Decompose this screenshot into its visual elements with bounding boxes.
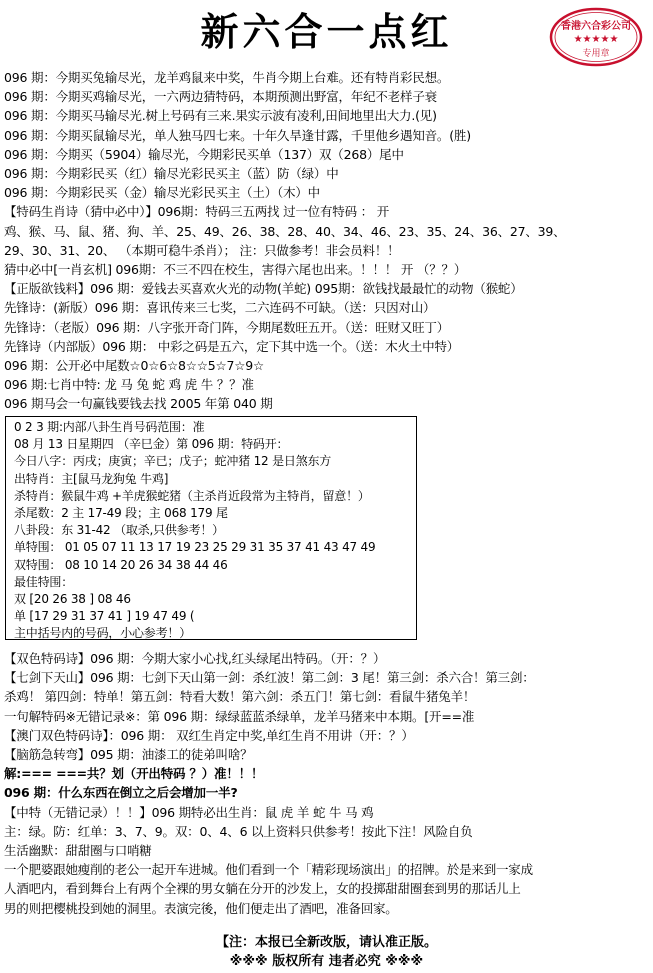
prediction-line: 096 期：今期买（5904）输尽光，今期彩民买单（137）双（268）尾中 [4, 146, 404, 162]
riddle-line: 【脑筋急转弯】095 期：油漆工的徒弟叫啥？ [4, 747, 253, 763]
page-title: 新六合一点红 [200, 9, 453, 54]
prediction-line: 096 期：公开必中尾数☆0☆6☆8☆☆5☆7☆9☆ [4, 358, 264, 374]
prediction-line: 【正版欲钱料】096 期：爱钱去买喜欢火光的动物(羊蛇) 095期：欲钱找最最忙的动物（猴蛇） [4, 281, 523, 297]
seal-top-text: 香港六合彩公司 [561, 21, 631, 32]
box-line: 双特围： 08 10 14 20 26 34 38 44 46 [14, 557, 228, 572]
box-line: 杀尾数：2 主 17-49 段；主 068 179 尾 [14, 506, 228, 521]
seal-bottom-text: 专用章 [582, 49, 610, 59]
prediction-line: 猜中必中[一肖玄机] 096期：不三不四在校生，害得六尾也出来。！！！ 开 （？？） [4, 262, 467, 278]
riddle-question: 096 期：什么东西在倒立之后会增加一半? [4, 785, 238, 801]
special-code-poem: 【特码生肖诗（猜中必中）】096期：特码三五两找 过一位有特码 ： 开 [4, 204, 390, 220]
prediction-line: 096 期：今期买鸡输尽光，一六两边猜特码，本期预测出野富，年纪不老样子衰 [4, 89, 437, 105]
pioneer-poem: 先锋诗：（老版）096 期：八字张开奇门阵，今期尾数旺五开。（送：旺财又旺丁） [4, 319, 450, 335]
prediction-line: 杀鸡！ 第四剑：特单！第五剑：特看大数！第六剑：杀五门！第七剑：看鼠牛猪兔羊！ [4, 689, 476, 705]
box-line: 今日八字：丙戌；庚寅；辛已；戊子；蛇冲猪 12 是日煞东方 [14, 454, 332, 469]
footer-copyright: ※※※ 版权所有 违者必究 ※※※ [229, 954, 424, 969]
humor-title: 生活幽默：甜甜圈与口哨糖 [4, 843, 152, 859]
pioneer-poem: 先锋诗：(新版）096 期：喜讯传来三七奖，二六连码不可缺。（送：只因对山） [4, 300, 436, 316]
prediction-line: 主：绿。防：红单：3、7、9。双：0、4、6 以上资料只供参考！按此下注！风险自负 [4, 823, 473, 839]
predictions-bottom [4, 649, 650, 918]
box-line: 08 月 13 日星期四 （辛巳金）第 096 期：特码开： [14, 437, 289, 452]
pioneer-poem: 先锋诗（内部版）096 期： 中彩之码是五六，定下其中选一个。（送：木火土中特） [4, 338, 460, 354]
predictions-top [4, 68, 650, 414]
code-list: 29、30、31、20、 （本期可稳牛杀肖）； 注：只做参考！非会员料！！ [4, 242, 400, 258]
humor-text: 一个肥婆跟她瘦削的老公一起开车进城。他们看到一个「精彩现场演出」的招牌。於是来到一家成 [4, 862, 533, 878]
company-seal [548, 6, 644, 68]
prediction-line: 【双色特码诗】096 期：今期大家小心找,红头绿尾出特码。（开：？） [4, 651, 386, 666]
prediction-line: 【澳门双色特码诗】：096 期： 双红生肖定中奖,单红生肖不用讲（开：？） [4, 727, 414, 743]
box-line: 杀特肖：猴鼠牛鸡 +羊虎猴蛇猪（主杀肖近段常为主特肖，留意！） [14, 488, 370, 503]
riddle-answer: 解:=== ===共？划（开出特码 ？）准！！！ [4, 766, 264, 782]
box-line: 双 [20 26 38 ] 08 46 [14, 592, 131, 607]
box-line: 出特肖：主[鼠马龙狗兔 牛鸡] [14, 471, 169, 486]
prediction-line: 【七剑下天山】096 期：七剑下天山第一剑：杀红波！第二剑：3 尾！第三剑：杀六合！第三剑： [4, 670, 535, 686]
seal-stamp-icon [548, 6, 644, 68]
box-line: 最佳特围： [14, 574, 74, 589]
prediction-line: 096 期马会一句赢钱要钱去找 2005 年第 040 期 [4, 396, 273, 412]
prediction-line: 096 期：今期彩民买（金）输尽光彩民买主（土）（木）中 [4, 185, 320, 201]
prediction-line: 【中特（无错记录）！！】096 期特必出生肖：鼠 虎 羊 蛇 牛 马 鸡 [4, 804, 374, 820]
code-list: 鸡、猴、马、鼠、猪、狗、羊、25、49、26、38、28、40、34、46、23、35、24、36、27、39、 [4, 223, 566, 239]
box-line: 0 2 3 期:内部八卦生肖号码范围：准 [14, 420, 205, 434]
prediction-line: 096 期:七肖中特: 龙 马 兔 蛇 鸡 虎 牛 ？？准 [4, 377, 254, 393]
box-line: 单特围： 01 05 07 11 13 17 19 23 25 29 31 35 37 41 43 47 49 [14, 540, 376, 555]
prediction-line: 096 期：今期彩民买（红）输尽光彩民买主（蓝）防（绿）中 [4, 166, 339, 182]
prediction-line: 一句解特码※无错记录※：第 096 期：绿绿蓝蓝杀绿单，龙羊马猪来中本期。[开==准 [4, 708, 475, 724]
prediction-line: 096 期：今期买鼠输尽光，单人独马四七来。十年久旱逢甘露，千里他乡遇知音。(胜) [4, 127, 471, 143]
humor-text: 男的则把樱桃投到她的洞里。表演完後，他们便走出了酒吧，准备回家。 [4, 900, 398, 916]
box-line: 主中括号内的号码，小心参考！） [14, 626, 192, 641]
footer-notice: 【注：本报已全新改版，请认准正版。 [215, 935, 437, 950]
box-line: 八卦段：东 31-42 （取杀,只供参考！） [14, 523, 224, 538]
bagua-info-box [5, 416, 417, 640]
humor-text: 人酒吧内，看到舞台上有两个全裸的男女躺在分开的沙发上，女的投掷甜甜圈套到男的那话儿上 [4, 881, 521, 897]
box-line: 单 [17 29 31 37 41 ] 19 47 49 ( [14, 609, 195, 624]
seal-stars: ★★★★★ [573, 34, 619, 45]
prediction-line: 096 期：今期买马输尽光.树上号码有三来.果实示波有凌利,田间地里出大力.(见) [4, 108, 437, 124]
prediction-line: 096 期：今期买兔输尽光，龙羊鸡鼠来中奖，牛肖今期上台难。还有特肖彩民想。 [4, 70, 450, 85]
